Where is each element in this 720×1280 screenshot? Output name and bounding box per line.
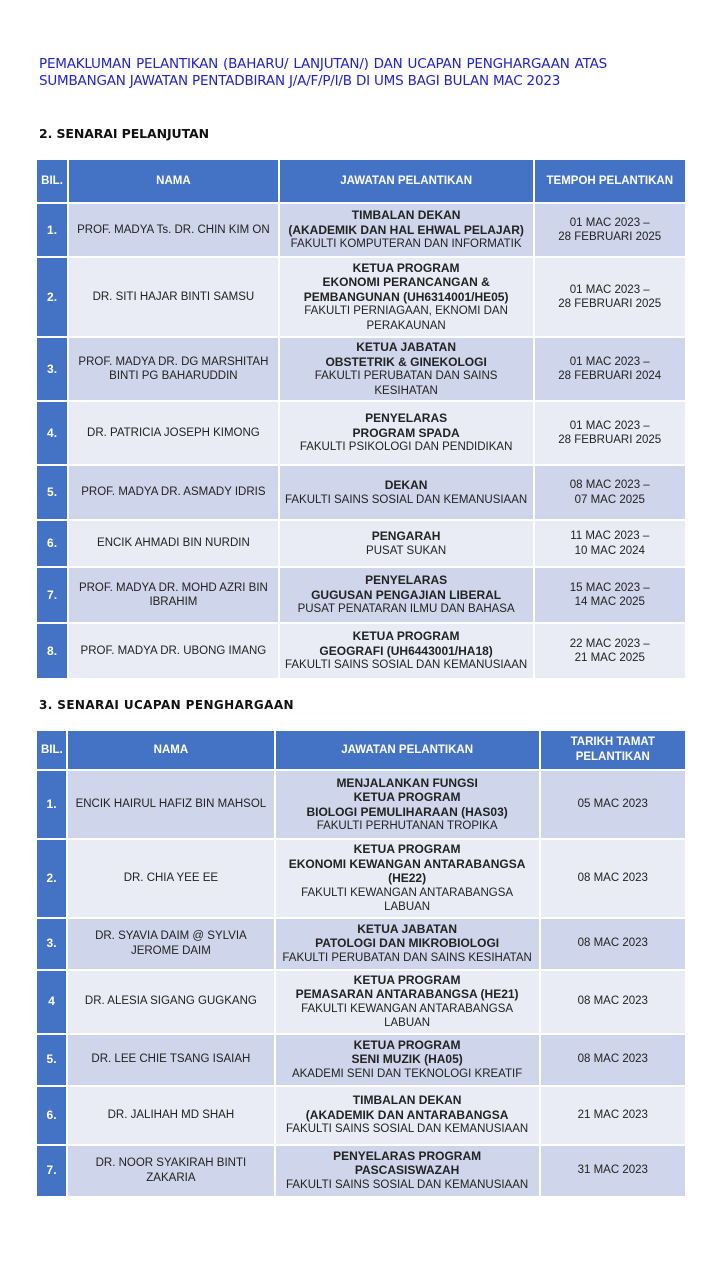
row-period: [535, 338, 686, 400]
row-position: [280, 204, 533, 256]
row-number: 1.: [37, 771, 66, 838]
row-number: 3.: [37, 919, 66, 969]
table-row: [37, 568, 685, 622]
row-end-date: 08 MAC 2023: [541, 919, 685, 969]
table-row: [37, 258, 685, 336]
period-line: 28 FEBRUARI 2025: [558, 434, 662, 446]
row-period: [535, 402, 686, 464]
row-position: [280, 258, 533, 336]
row-name: ENCIK HAIRUL HAFIZ BIN MAHSOL: [68, 771, 274, 838]
position-title: PENYELARAS: [365, 411, 448, 426]
position-title: PENYELARAS PROGRAM: [333, 1148, 482, 1163]
faculty-name: FAKULTI PSIKOLOGI DAN PENDIDIKAN: [299, 441, 513, 454]
faculty-name: FAKULTI PERNIAGAAN, EKNOMI DAN PERAKAUNAN: [304, 305, 508, 332]
table-row: [37, 919, 685, 969]
section-heading-penghargaan: 3. SENARAI UCAPAN PENGHARGAAN: [39, 698, 294, 712]
row-end-date: 08 MAC 2023: [541, 840, 685, 917]
row-name: PROF. MADYA DR. MOHD AZRI BIN IBRAHIM: [69, 568, 278, 622]
period-line: 10 MAC 2024: [574, 544, 645, 557]
period-line: 22 MAC 2023 –: [569, 637, 650, 650]
position-title: PROGRAM SPADA: [352, 425, 460, 440]
faculty-name: FAKULTI PERUBATAN DAN SAINS KESIHATAN: [282, 951, 532, 964]
row-position: [276, 840, 539, 917]
row-name: DR. CHIA YEE EE: [68, 840, 274, 917]
row-number: 6.: [37, 521, 67, 566]
position-title: GUGUSAN PENGAJIAN LIBERAL: [311, 587, 502, 602]
table-row: [37, 971, 685, 1033]
row-position: [280, 624, 533, 678]
period-line: 21 MAC 2025: [574, 652, 645, 664]
row-period: [535, 466, 686, 519]
period-line: 14 MAC 2025: [574, 596, 645, 608]
row-name: DR. JALIHAH MD SHAH: [68, 1087, 274, 1144]
row-period: [535, 204, 686, 256]
position-title: PATOLOGI DAN MIKROBIOLOGI: [315, 936, 500, 951]
faculty-name: FAKULTI KEWANGAN ANTARABANGSA LABUAN: [301, 1002, 514, 1029]
position-title: (HE22): [388, 871, 427, 885]
position-title: BIOLOGI PEMULIHARAAN (HAS03): [306, 804, 508, 819]
row-position: [280, 521, 533, 566]
faculty-name: FAKULTI PERUBATAN DAN SAINS KESIHATAN: [314, 370, 498, 397]
period-line: 15 MAC 2023 –: [569, 581, 650, 594]
position-title: KETUA PROGRAM: [353, 1037, 461, 1052]
period-line: 11 MAC 2023 –: [570, 530, 650, 542]
period-line: 01 MAC 2023 –: [569, 216, 650, 229]
table-row: [37, 1035, 685, 1085]
position-title: PEMBANGUNAN (UH6314001/HE05): [303, 289, 509, 304]
row-number: 4: [37, 971, 66, 1033]
period-line: 28 FEBRUARI 2025: [558, 298, 662, 310]
section-heading-pelanjutan: 2. SENARAI PELANJUTAN: [39, 126, 209, 141]
faculty-name: AKADEMI SENI DAN TEKNOLOGI KREATIF: [291, 1067, 523, 1080]
row-position: [276, 1035, 539, 1085]
table-row: [37, 624, 685, 678]
position-title: (AKADEMIK DAN HAL EHWAL PELAJAR): [288, 222, 524, 237]
row-number: 7.: [37, 568, 67, 622]
row-position: [276, 1146, 539, 1196]
row-period: [535, 521, 686, 566]
table-header-row: [37, 731, 685, 769]
row-name: DR. ALESIA SIGANG GUGKANG: [68, 971, 274, 1033]
row-number: 7.: [37, 1146, 66, 1196]
page-title: PEMAKLUMAN PELANTIKAN (BAHARU/ LANJUTAN/) DAN UCAPAN PENGHARGAAN ATAS SUMBANGAN JAWATAN PENTADBIRAN J/A/F/P/I/B DI UMS BAGI BULAN MAC 2023: [39, 56, 607, 89]
header-tarikh: TARIKH TAMAT PELANTIKAN: [541, 731, 685, 769]
row-name: PROF. MADYA DR. ASMADY IDRIS: [69, 466, 278, 519]
row-name: DR. LEE CHIE TSANG ISAIAH: [68, 1035, 274, 1085]
table-row: [37, 521, 685, 566]
row-period: [535, 568, 686, 622]
table-row: [37, 402, 685, 464]
row-number: 5.: [37, 466, 67, 519]
position-title: PENGARAH: [371, 529, 441, 543]
row-number: 2.: [37, 840, 66, 917]
row-name: DR. SYAVIA DAIM @ SYLVIA JEROME DAIM: [68, 919, 274, 969]
row-name: DR. SITI HAJAR BINTI SAMSU: [69, 258, 278, 336]
row-number: 8.: [37, 624, 67, 678]
header-nama: NAMA: [68, 731, 274, 769]
table-pelanjutan: [35, 158, 687, 680]
position-title: PEMASARAN ANTARABANGSA (HE21): [295, 987, 519, 1001]
position-title: (AKADEMIK DAN ANTARABANGSA: [305, 1107, 509, 1122]
row-number: 4.: [37, 402, 67, 464]
row-position: [276, 1087, 539, 1144]
row-number: 1.: [37, 204, 67, 256]
position-title: KETUA PROGRAM: [353, 842, 461, 856]
faculty-name: FAKULTI PERHUTANAN TROPIKA: [316, 820, 498, 832]
faculty-name: PUSAT SUKAN: [366, 544, 447, 557]
header-bil: BIL.: [37, 731, 66, 769]
row-position: [276, 919, 539, 969]
row-position: [280, 568, 533, 622]
position-title: KETUA PROGRAM: [352, 260, 460, 275]
row-number: 5.: [37, 1035, 66, 1085]
table-penghargaan: [35, 729, 687, 1198]
faculty-name: FAKULTI SAINS SOSIAL DAN KEMANUSIAAN: [286, 1123, 529, 1136]
row-name: PROF. MADYA DR. DG MARSHITAH BINTI PG BAHARUDDIN: [69, 338, 278, 400]
row-name: ENCIK AHMADI BIN NURDIN: [69, 521, 278, 566]
position-title: SENI MUZIK (HA05): [351, 1052, 463, 1067]
row-position: [276, 971, 539, 1033]
table-row: [37, 204, 685, 256]
row-position: [276, 771, 539, 838]
table-row: [37, 466, 685, 519]
row-position: [280, 466, 533, 519]
header-nama: NAMA: [69, 160, 278, 202]
period-line: 08 MAC 2023 –: [569, 479, 650, 491]
position-title: EKONOMI PERANCANGAN &: [322, 275, 490, 290]
row-period: [535, 624, 686, 678]
table-row: [37, 1146, 685, 1196]
position-title: GEOGRAFI (UH6443001/HA18): [319, 643, 493, 658]
period-line: 01 MAC 2023 –: [569, 355, 650, 368]
table-row: [37, 840, 685, 917]
period-line: 07 MAC 2025: [574, 493, 645, 506]
period-line: 28 FEBRUARI 2025: [558, 231, 662, 243]
row-number: 3.: [37, 338, 67, 400]
position-title: OBSTETRIK & GINEKOLOGI: [325, 354, 487, 369]
header-jawatan: JAWATAN PELANTIKAN: [280, 160, 533, 202]
row-name: DR. PATRICIA JOSEPH KIMONG: [69, 402, 278, 464]
row-end-date: 05 MAC 2023: [541, 771, 685, 838]
position-title: TIMBALAN DEKAN: [351, 208, 461, 223]
table-header-row: [37, 160, 685, 202]
faculty-name: FAKULTI SAINS SOSIAL DAN KEMANUSIAAN: [285, 493, 528, 506]
row-end-date: 31 MAC 2023: [541, 1146, 685, 1196]
table-row: [37, 338, 685, 400]
faculty-name: FAKULTI SAINS SOSIAL DAN KEMANUSIAAN: [285, 659, 528, 672]
position-title: KETUA PROGRAM: [353, 972, 461, 987]
row-name: DR. NOOR SYAKIRAH BINTI ZAKARIA: [68, 1146, 274, 1196]
faculty-name: FAKULTI KEWANGAN ANTARABANGSA LABUAN: [301, 886, 514, 913]
row-end-date: 08 MAC 2023: [541, 1035, 685, 1085]
position-title: KETUA PROGRAM: [352, 629, 460, 644]
faculty-name: PUSAT PENATARAN ILMU DAN BAHASA: [297, 603, 515, 616]
row-number: 2.: [37, 258, 67, 336]
table-row: [37, 1087, 685, 1144]
position-title: TIMBALAN DEKAN: [352, 1093, 462, 1108]
position-title: KETUA PROGRAM: [353, 790, 461, 804]
row-name: PROF. MADYA DR. UBONG IMANG: [69, 624, 278, 678]
position-title: PASCASISWAZAH: [354, 1163, 460, 1178]
row-number: 6.: [37, 1087, 66, 1144]
row-end-date: 08 MAC 2023: [541, 971, 685, 1033]
faculty-name: FAKULTI KOMPUTERAN DAN INFORMATIK: [290, 238, 522, 251]
position-title: PENYELARAS: [365, 573, 448, 588]
row-name: PROF. MADYA Ts. DR. CHIN KIM ON: [69, 204, 278, 256]
position-title: KETUA JABATAN: [356, 340, 456, 354]
header-jawatan: JAWATAN PELANTIKAN: [276, 731, 539, 769]
period-line: 01 MAC 2023 –: [569, 283, 650, 296]
row-position: [280, 338, 533, 400]
row-period: [535, 258, 686, 336]
period-line: 28 FEBRUARI 2024: [558, 370, 662, 382]
position-title: KETUA JABATAN: [357, 921, 457, 936]
row-end-date: 21 MAC 2023: [541, 1087, 685, 1144]
position-title: MENJALANKAN FUNGSI: [336, 775, 478, 790]
header-bil: BIL.: [37, 160, 67, 202]
header-tempoh: TEMPOH PELANTIKAN: [535, 160, 686, 202]
position-title: DEKAN: [384, 478, 428, 492]
faculty-name: FAKULTI SAINS SOSIAL DAN KEMANUSIAAN: [286, 1178, 529, 1191]
table-row: [37, 771, 685, 838]
position-title: EKONOMI KEWANGAN ANTARABANGSA: [288, 856, 526, 871]
row-position: [280, 402, 533, 464]
period-line: 01 MAC 2023 –: [569, 419, 650, 432]
